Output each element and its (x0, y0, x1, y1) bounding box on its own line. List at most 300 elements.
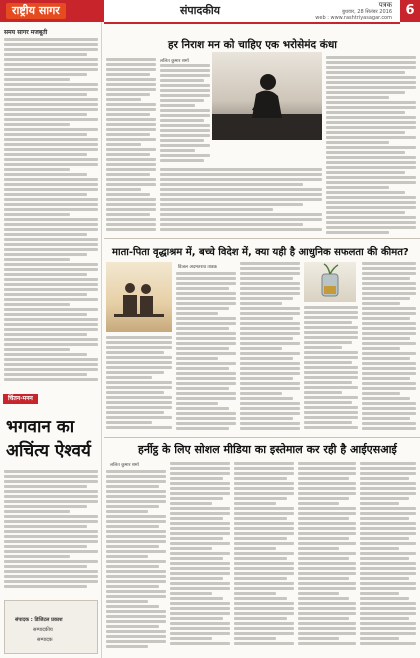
text-line (106, 645, 148, 648)
text-line (298, 537, 349, 540)
text-line (304, 366, 358, 369)
text-line (160, 178, 322, 181)
text-line (234, 477, 287, 480)
header-left-band (0, 0, 104, 22)
text-line (234, 532, 294, 535)
text-line (234, 547, 276, 550)
text-line (362, 337, 410, 340)
text-line (106, 371, 164, 374)
text-line (362, 277, 410, 280)
text-line (160, 203, 303, 206)
divider-2 (104, 437, 420, 438)
text-line (170, 622, 230, 625)
text-line (234, 587, 294, 590)
text-line (160, 154, 210, 157)
text-line (304, 351, 358, 354)
text-line (240, 417, 293, 420)
text-line (106, 570, 166, 573)
text-line (234, 557, 287, 560)
text-line (160, 183, 303, 186)
text-line (304, 416, 358, 419)
text-line (362, 427, 416, 430)
paper-name: पत्रक (378, 1, 392, 9)
text-line (170, 537, 223, 540)
text-line (176, 327, 229, 330)
text-line (4, 243, 98, 246)
text-line (4, 228, 98, 231)
text-line (360, 567, 416, 570)
text-line (106, 490, 166, 493)
text-line (176, 387, 229, 390)
text-line (298, 597, 349, 600)
text-line (170, 547, 212, 550)
text-line (326, 86, 416, 89)
article2-col4 (304, 306, 358, 434)
text-line (360, 632, 416, 635)
text-line (106, 88, 156, 91)
text-line (298, 502, 339, 505)
text-line (106, 128, 156, 131)
text-line (106, 605, 159, 608)
text-line (298, 562, 356, 565)
text-line (4, 203, 98, 206)
text-line (170, 572, 230, 575)
text-line (298, 637, 339, 640)
text-line (106, 530, 166, 533)
text-line (106, 495, 166, 498)
text-line (106, 173, 150, 176)
text-line (170, 467, 230, 470)
text-line (106, 78, 156, 81)
text-line (106, 346, 172, 349)
text-line (4, 278, 98, 281)
text-line (4, 358, 98, 361)
text-line (4, 198, 98, 201)
text-line (170, 642, 230, 645)
text-line (106, 610, 166, 613)
text-line (326, 211, 405, 214)
text-line (360, 617, 409, 620)
text-line (234, 542, 294, 545)
text-line (4, 138, 98, 141)
text-line (106, 198, 156, 201)
text-line (326, 141, 389, 144)
text-line (170, 527, 230, 530)
text-line (304, 391, 342, 394)
text-line (234, 642, 294, 645)
text-line (326, 201, 416, 204)
text-line (240, 362, 300, 365)
text-line (362, 362, 416, 365)
text-line (4, 163, 98, 166)
text-line (106, 416, 172, 419)
text-line (4, 133, 87, 136)
coin-jar-icon (304, 262, 356, 302)
text-line (298, 467, 356, 470)
text-line (240, 277, 293, 280)
left-article-body (4, 38, 98, 386)
text-line (360, 582, 416, 585)
text-line (304, 326, 358, 329)
text-line (106, 391, 164, 394)
text-line (4, 580, 98, 583)
text-line (326, 96, 389, 99)
masthead-box (4, 600, 98, 654)
text-line (4, 263, 98, 266)
text-line (160, 228, 322, 231)
text-line (4, 505, 87, 508)
text-line (106, 118, 156, 121)
text-line (360, 527, 416, 530)
text-line (4, 540, 98, 543)
text-line (106, 148, 156, 151)
text-line (234, 462, 294, 465)
text-line (106, 133, 150, 136)
text-line (4, 88, 98, 91)
text-line (176, 427, 229, 430)
text-line (240, 422, 300, 425)
text-line (326, 191, 405, 194)
text-line (106, 68, 156, 71)
text-line (326, 196, 416, 199)
article2-image (106, 262, 172, 332)
small-label: सम्पादकीय (33, 627, 53, 633)
text-line (160, 139, 204, 142)
text-line (360, 487, 416, 490)
text-line (362, 412, 416, 415)
text-line (234, 527, 294, 530)
text-line (298, 482, 356, 485)
text-line (4, 378, 98, 381)
left-column (0, 22, 102, 658)
text-line (160, 114, 210, 117)
text-line (4, 353, 87, 356)
text-line (234, 627, 294, 630)
text-line (106, 640, 166, 643)
text-line (360, 572, 416, 575)
text-line (4, 293, 87, 296)
text-line (160, 173, 322, 176)
text-line (234, 512, 294, 515)
article1-col4 (326, 56, 416, 236)
article2-col1 (106, 336, 172, 432)
text-line (106, 565, 159, 568)
article2-col5 (362, 262, 416, 434)
text-line (4, 520, 98, 523)
text-line (4, 560, 98, 563)
text-line (326, 81, 416, 84)
text-line (360, 512, 416, 515)
text-line (4, 68, 98, 71)
text-line (298, 552, 356, 555)
text-line (106, 193, 150, 196)
text-line (360, 642, 416, 645)
text-line (176, 322, 236, 325)
text-line (360, 517, 409, 520)
text-line (240, 297, 293, 300)
text-line (234, 632, 294, 635)
text-line (234, 602, 294, 605)
text-line (170, 612, 230, 615)
text-line (106, 485, 159, 488)
text-line (298, 592, 339, 595)
article2-image-2 (304, 262, 356, 302)
text-line (4, 495, 98, 498)
text-line (160, 94, 210, 97)
text-line (4, 208, 98, 211)
text-line (160, 99, 204, 102)
text-line (170, 507, 230, 510)
text-line (4, 218, 98, 221)
text-line (176, 372, 236, 375)
text-line (4, 585, 87, 588)
text-line (362, 302, 400, 305)
text-line (106, 138, 156, 141)
text-line (160, 79, 204, 82)
text-line (240, 327, 300, 330)
text-line (4, 253, 87, 256)
text-line (362, 282, 416, 285)
text-line (106, 500, 166, 503)
text-line (304, 406, 358, 409)
text-line (304, 371, 358, 374)
text-line (240, 337, 293, 340)
text-line (360, 492, 416, 495)
text-line (4, 500, 98, 503)
text-line (170, 637, 212, 640)
text-line (4, 363, 98, 366)
text-line (106, 600, 148, 603)
article2-col2 (176, 272, 236, 434)
text-line (326, 106, 416, 109)
text-line (234, 507, 294, 510)
text-line (240, 412, 300, 415)
text-line (4, 273, 87, 276)
text-line (240, 367, 300, 370)
text-line (176, 287, 229, 290)
text-line (360, 637, 399, 640)
text-line (176, 347, 229, 350)
text-line (106, 93, 150, 96)
text-line (170, 492, 230, 495)
text-line (240, 317, 293, 320)
text-line (298, 582, 356, 585)
text-line (4, 283, 98, 286)
text-line (160, 74, 210, 77)
text-line (4, 188, 98, 191)
text-line (240, 342, 300, 345)
text-line (106, 560, 166, 563)
text-line (4, 73, 87, 76)
text-line (362, 367, 416, 370)
text-line (4, 373, 87, 376)
text-line (4, 93, 87, 96)
text-line (106, 336, 172, 339)
text-line (4, 233, 87, 236)
text-line (234, 562, 294, 565)
text-line (4, 470, 98, 473)
text-line (106, 426, 172, 429)
text-line (106, 361, 172, 364)
text-line (4, 213, 70, 216)
text-line (106, 550, 166, 553)
text-line (170, 502, 212, 505)
text-line (170, 582, 230, 585)
text-line (170, 617, 223, 620)
text-line (362, 317, 410, 320)
text-line (4, 153, 87, 156)
text-line (106, 470, 166, 473)
text-line (4, 333, 87, 336)
text-line (298, 527, 356, 530)
text-line (326, 101, 416, 104)
article2-col3 (240, 262, 300, 434)
text-line (170, 532, 230, 535)
text-line (4, 223, 98, 226)
text-line (234, 612, 294, 615)
text-line (106, 386, 172, 389)
text-line (106, 103, 156, 106)
text-line (326, 166, 416, 169)
text-line (326, 111, 405, 114)
text-line (4, 78, 70, 81)
text-line (360, 542, 416, 545)
text-line (360, 607, 416, 610)
text-line (170, 602, 230, 605)
text-line (326, 91, 405, 94)
text-line (176, 292, 236, 295)
text-line (240, 397, 293, 400)
text-line (234, 497, 287, 500)
text-line (160, 89, 210, 92)
text-line (106, 630, 166, 633)
text-line (106, 525, 159, 528)
text-line (4, 303, 70, 306)
text-line (234, 467, 294, 470)
text-line (160, 64, 210, 67)
text-line (106, 505, 159, 508)
text-line (298, 602, 356, 605)
text-line (106, 153, 150, 156)
text-line (106, 58, 156, 61)
text-line (176, 302, 236, 305)
text-line (4, 288, 98, 291)
text-line (326, 181, 416, 184)
text-line (4, 318, 98, 321)
left-kicker: समय सागर मजबूती (4, 29, 48, 36)
text-line (4, 38, 98, 41)
text-line (304, 316, 358, 319)
text-line (234, 637, 276, 640)
text-line (326, 151, 405, 154)
text-line (4, 143, 98, 146)
text-line (304, 386, 358, 389)
text-line (176, 402, 218, 405)
text-line (176, 417, 236, 420)
text-line (362, 342, 416, 345)
text-line (160, 104, 195, 107)
text-line (240, 347, 282, 350)
text-line (298, 587, 356, 590)
text-line (106, 510, 148, 513)
text-line (362, 397, 410, 400)
text-line (4, 565, 87, 568)
text-line (160, 218, 322, 221)
text-line (4, 168, 70, 171)
text-line (4, 113, 87, 116)
text-line (326, 171, 405, 174)
text-line (4, 323, 98, 326)
text-line (360, 557, 409, 560)
text-line (176, 352, 236, 355)
text-line (160, 213, 322, 216)
text-line (106, 480, 166, 483)
text-line (106, 590, 166, 593)
text-line (234, 592, 276, 595)
text-line (234, 622, 294, 625)
text-line (240, 332, 300, 335)
text-line (106, 63, 156, 66)
header-bar (104, 0, 400, 24)
text-line (176, 357, 218, 360)
text-line (360, 507, 416, 510)
text-line (240, 272, 300, 275)
text-line (4, 128, 98, 131)
text-line (326, 221, 416, 224)
text-line (360, 547, 399, 550)
text-line (4, 173, 87, 176)
text-line (360, 467, 416, 470)
text-line (362, 402, 416, 405)
text-line (240, 287, 300, 290)
text-line (298, 622, 356, 625)
text-line (326, 66, 416, 69)
text-line (240, 262, 300, 265)
text-line (326, 121, 416, 124)
text-line (160, 223, 303, 226)
text-line (240, 427, 300, 430)
text-line (160, 208, 273, 211)
text-line (362, 272, 416, 275)
article1-title: हर निराश मन को चाहिए एक भरोसेमंद कंधा (168, 39, 337, 51)
text-line (160, 84, 210, 87)
text-line (326, 116, 416, 119)
text-line (4, 338, 98, 341)
text-line (170, 577, 223, 580)
text-line (240, 372, 300, 375)
text-line (298, 517, 349, 520)
text-line (362, 382, 416, 385)
text-line (176, 307, 229, 310)
text-line (298, 572, 356, 575)
text-line (106, 381, 172, 384)
text-line (362, 297, 410, 300)
text-line (106, 555, 148, 558)
text-line (240, 382, 300, 385)
text-line (4, 313, 87, 316)
article3-col3 (234, 462, 294, 650)
text-line (304, 306, 358, 309)
text-line (4, 193, 87, 196)
text-line (304, 381, 352, 384)
text-line (4, 103, 98, 106)
text-line (360, 587, 416, 590)
text-line (298, 497, 349, 500)
text-line (360, 612, 416, 615)
text-line (360, 562, 416, 565)
text-line (106, 113, 150, 116)
text-line (326, 131, 405, 134)
